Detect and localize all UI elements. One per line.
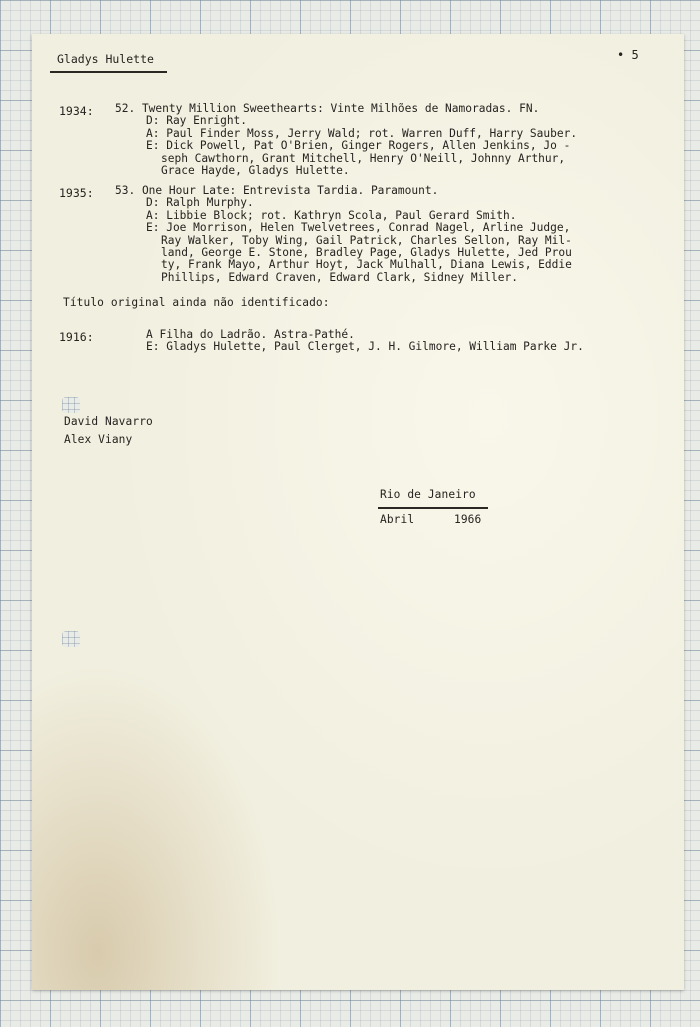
- unidentified-year: 1916:: [59, 330, 94, 344]
- header-name: Gladys Hulette: [57, 52, 154, 66]
- entry-1934: [115, 103, 577, 177]
- cast-line: ty, Frank Mayo, Arthur Hoyt, Jack Mulhall, Diana Lewis, Eddie: [161, 258, 572, 272]
- date-year: 1966: [454, 513, 482, 526]
- entry-1935: [115, 185, 572, 284]
- entry-title: A Filha do Ladrão. Astra-Pathé.: [146, 328, 355, 341]
- entry-title: 53. One Hour Late: Entrevista Tardia. Paramount.: [115, 184, 439, 197]
- cast-line: seph Cawthorn, Grant Mitchell, Henry O'Neill, Johnny Arthur,: [161, 151, 566, 165]
- cast-line: Ray Walker, Toby Wing, Gail Patrick, Charles Sellon, Ray Mil-: [161, 233, 572, 247]
- punch-hole-bottom: [62, 631, 80, 647]
- page-number: • 5: [617, 48, 639, 62]
- cast-line: Grace Hayde, Gladys Hulette.: [161, 164, 350, 178]
- director-line: D: Ray Enright.: [146, 114, 248, 128]
- entry-title: 52. Twenty Million Sweethearts: Vinte Milhões de Namoradas. FN.: [115, 102, 540, 115]
- date-month: Abril: [380, 513, 415, 526]
- unidentified-heading: Título original ainda não identificado:: [63, 296, 330, 309]
- director-line: D: Ralph Murphy.: [146, 196, 254, 210]
- entry-1934-year: 1934:: [59, 104, 94, 118]
- entry-1935-year: 1935:: [59, 186, 94, 200]
- author-name: David Navarro: [64, 415, 153, 428]
- author-line: A: Paul Finder Moss, Jerry Wald; rot. Warren Duff, Harry Sauber.: [146, 126, 578, 140]
- cast-line: Phillips, Edward Craven, Edward Clark, Sidney Miller.: [161, 270, 518, 284]
- punch-hole-top: [62, 397, 80, 413]
- signature-rule: [378, 507, 488, 509]
- place-city: Rio de Janeiro: [380, 488, 476, 501]
- author-name: Alex Viany: [64, 433, 133, 446]
- cast-line: E: Gladys Hulette, Paul Clerget, J. H. Gilmore, William Parke Jr.: [146, 340, 584, 354]
- typed-page: [32, 34, 684, 990]
- cast-line: land, George E. Stone, Bradley Page, Gladys Hulette, Jed Prou: [161, 246, 572, 260]
- header-underline: [50, 71, 167, 73]
- cast-line: E: Dick Powell, Pat O'Brien, Ginger Rogers, Allen Jenkins, Jo -: [146, 139, 571, 153]
- unidentified-entry: [146, 329, 584, 354]
- cast-line: E: Joe Morrison, Helen Twelvetrees, Conrad Nagel, Arline Judge,: [146, 221, 571, 235]
- author-line: A: Libbie Block; rot. Kathryn Scola, Paul Gerard Smith.: [146, 208, 517, 222]
